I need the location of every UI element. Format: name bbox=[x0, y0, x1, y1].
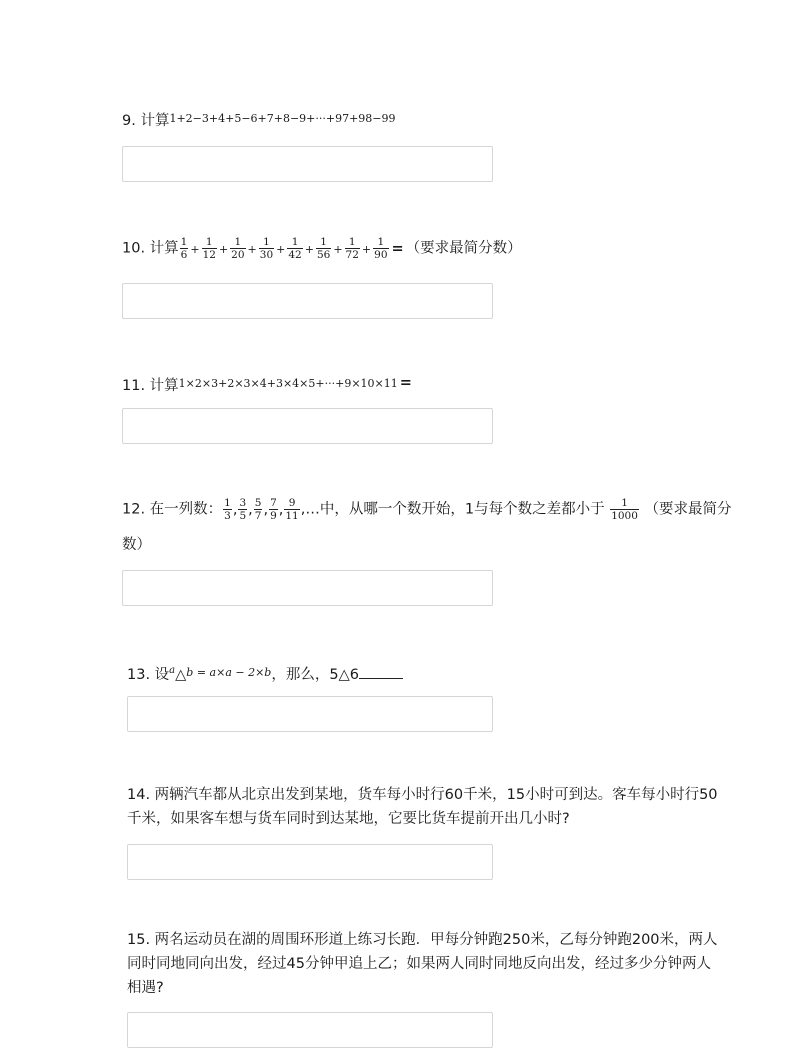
answer-box-15[interactable] bbox=[127, 1012, 493, 1048]
fraction bbox=[230, 236, 245, 261]
q13-suffix: ，那么，5△6 bbox=[271, 667, 359, 683]
q13-answer-blank bbox=[359, 664, 403, 679]
plus-sign: + bbox=[247, 242, 257, 256]
fraction bbox=[284, 497, 299, 522]
q15-line3: 相遇? bbox=[127, 980, 164, 996]
fraction-denominator: 7 bbox=[254, 510, 262, 522]
plus-sign: + bbox=[276, 242, 286, 256]
fraction-denominator: 42 bbox=[288, 249, 302, 261]
question-10 bbox=[122, 236, 522, 261]
fraction bbox=[259, 236, 274, 261]
answer-box-14[interactable] bbox=[127, 844, 493, 880]
question-15 bbox=[127, 929, 718, 999]
fraction-numerator: 1 bbox=[202, 236, 217, 249]
fraction-numerator: 1 bbox=[259, 236, 274, 249]
fraction-numerator: 1 bbox=[224, 497, 231, 509]
q11-equals: = bbox=[399, 375, 412, 391]
q10-equals: = bbox=[391, 240, 404, 257]
fraction bbox=[223, 497, 232, 522]
q13-delta: △ bbox=[175, 667, 187, 683]
q14-line2: 千米，如果客车想与货车同时到达某地，它要比货车提前开出几小时? bbox=[127, 811, 570, 827]
answer-box-12[interactable] bbox=[122, 570, 493, 606]
q14-line1: 14. 两辆汽车都从北京出发到某地，货车每小时行60千米，15小时可到达。客车每小时行50 bbox=[127, 787, 718, 803]
fraction-numerator: 1 bbox=[610, 497, 639, 510]
plus-sign: + bbox=[190, 242, 200, 256]
fraction-denominator: 30 bbox=[259, 249, 274, 261]
fraction-numerator: 1 bbox=[230, 236, 245, 249]
question-12-line2 bbox=[122, 534, 151, 556]
q10-expression bbox=[179, 236, 390, 261]
q13-prefix: 13. 设 bbox=[127, 667, 170, 683]
fraction bbox=[180, 236, 189, 261]
q13-a-superscript: a bbox=[169, 665, 176, 676]
fraction-numerator: 1 bbox=[180, 236, 188, 248]
fraction bbox=[202, 236, 217, 261]
plus-sign: + bbox=[304, 242, 314, 256]
fraction bbox=[345, 236, 360, 261]
fraction-numerator: 5 bbox=[254, 497, 262, 509]
plus-sign: + bbox=[333, 242, 343, 256]
fraction-denominator: 1000 bbox=[611, 510, 638, 522]
q15-line1: 15. 两名运动员在湖的周围环形道上练习长跑．甲每分钟跑250米，乙每分钟跑200米，两人 bbox=[127, 932, 718, 948]
fraction-denominator: 72 bbox=[345, 249, 359, 261]
q9-prefix: 9. 计算 bbox=[122, 113, 170, 129]
plus-sign: + bbox=[361, 242, 372, 256]
fraction-denominator: 9 bbox=[270, 510, 277, 522]
fraction bbox=[269, 497, 278, 522]
fraction-denominator: 12 bbox=[202, 249, 216, 261]
fraction-denominator: 6 bbox=[180, 249, 188, 261]
fraction-denominator: 11 bbox=[285, 510, 299, 522]
fraction-numerator: 7 bbox=[270, 497, 277, 509]
fraction-numerator: 9 bbox=[284, 497, 299, 510]
q10-suffix: （要求最简分数） bbox=[405, 240, 522, 257]
q13-definition: b = a×a − 2×b bbox=[186, 666, 272, 679]
q12-prefix: 12. 在一列数： bbox=[122, 501, 223, 518]
comma-separator: , bbox=[232, 501, 238, 518]
fraction-denominator: 3 bbox=[224, 510, 231, 522]
answer-box-13[interactable] bbox=[127, 696, 493, 732]
plus-sign: + bbox=[218, 242, 229, 256]
q12-threshold-fraction bbox=[610, 497, 639, 522]
question-13 bbox=[127, 660, 403, 686]
q12-ellipsis: ,… bbox=[300, 501, 320, 518]
q10-prefix: 10. 计算 bbox=[122, 240, 179, 257]
comma-separator: , bbox=[278, 501, 284, 518]
answer-box-9[interactable] bbox=[122, 146, 493, 182]
q11-prefix: 11. 计算 bbox=[122, 378, 179, 394]
comma-separator: , bbox=[263, 501, 269, 518]
fraction bbox=[287, 236, 302, 261]
question-9 bbox=[122, 108, 396, 132]
q15-line2: 同时同地同向出发，经过45分钟甲追上乙；如果两人同时同地反向出发，经过多少分钟两人 bbox=[127, 956, 711, 972]
answer-box-11[interactable] bbox=[122, 408, 493, 444]
question-12 bbox=[122, 497, 732, 522]
q11-expression: 1×2×3+2×3×4+3×4×5+···+9×10×11 bbox=[178, 377, 398, 390]
q12-suffix: （要求最简分 bbox=[644, 501, 732, 518]
fraction-denominator: 90 bbox=[374, 249, 388, 261]
fraction-denominator: 20 bbox=[231, 249, 245, 261]
comma-separator: , bbox=[248, 501, 253, 518]
fraction-numerator: 1 bbox=[373, 236, 388, 249]
fraction-denominator: 56 bbox=[316, 249, 331, 261]
question-11 bbox=[122, 372, 414, 397]
fraction-numerator: 3 bbox=[239, 497, 247, 509]
fraction bbox=[373, 236, 388, 261]
fraction-numerator: 1 bbox=[316, 236, 331, 249]
fraction bbox=[254, 497, 263, 522]
q9-expression: 1+2−3+4+5−6+7+8−9+···+97+98−99 bbox=[169, 112, 396, 125]
q12-middle: 中，从哪一个数开始，1与每个数之差都小于 bbox=[319, 501, 605, 518]
fraction bbox=[238, 497, 247, 522]
q12-sequence bbox=[222, 497, 301, 522]
fraction-numerator: 1 bbox=[287, 236, 302, 249]
q12-line2: 数） bbox=[122, 537, 151, 553]
answer-box-10[interactable] bbox=[122, 283, 493, 319]
fraction bbox=[316, 236, 331, 261]
fraction-numerator: 1 bbox=[345, 236, 360, 249]
question-14 bbox=[127, 784, 718, 830]
fraction-denominator: 5 bbox=[239, 510, 247, 522]
